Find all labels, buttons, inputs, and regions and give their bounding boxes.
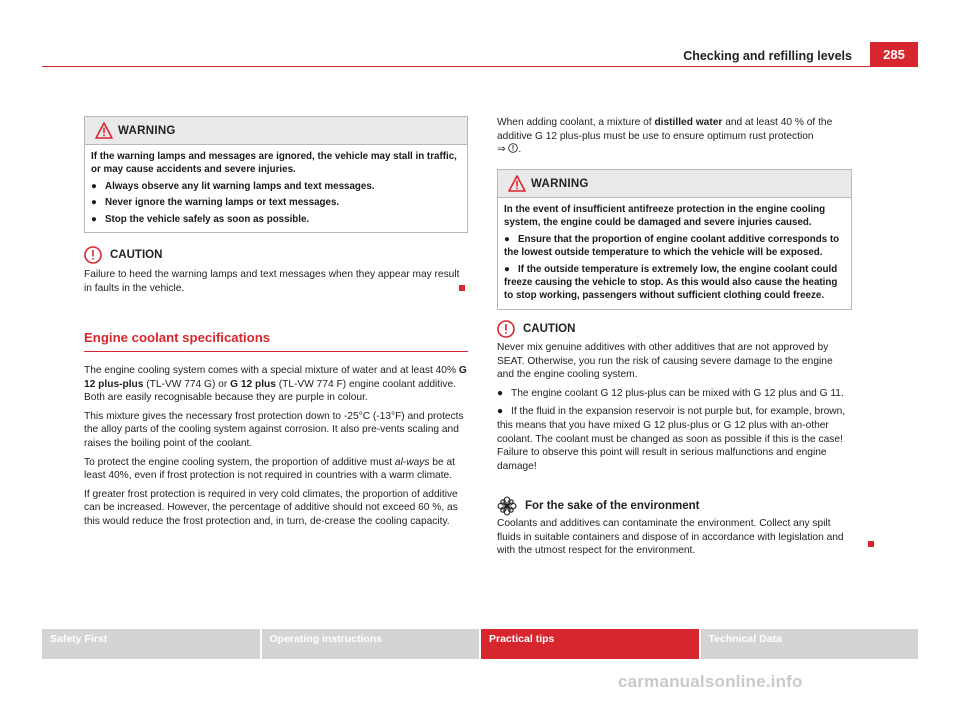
warning-bullet: ● Never ignore the warning lamps or text messages. — [91, 197, 340, 209]
bullet-icon: ● — [497, 406, 504, 418]
caution-text: Never mix genuine additives with other additives that are not approved by SEAT. Otherwise, you run the risk of causing severe damage to the engine and the engine cooling system. — [497, 342, 833, 381]
caution-left — [84, 245, 468, 300]
paragraph: If greater frost protection is required in very cold climates, the proportion of additive can be increased. However, the percentage of additive should not exceed 60 %, as this would reduce the frost protection and, in turn, de-crease the cooling capacity. — [84, 488, 458, 527]
caution-circle-icon — [84, 246, 102, 264]
bullet-icon: ● — [91, 180, 97, 192]
footer-nav — [42, 629, 918, 659]
end-marker — [868, 541, 874, 547]
warning-header — [85, 117, 467, 145]
warning-triangle-icon — [95, 122, 113, 139]
warning-bullet: ● Ensure that the proportion of engine coolant additive corresponds to the lowest outside temperature to which the vehicle will be exposed. — [504, 233, 840, 259]
paragraph: This mixture gives the necessary frost protection down to -25°C (-13°F) and protects the alloy parts of the cooling system against corrosion. It also pre-vents scaling and raises the boiling point of the coolant. — [84, 410, 464, 449]
warning-triangle-icon — [508, 175, 526, 192]
flower-environment-icon — [497, 496, 517, 516]
caution-right — [497, 319, 852, 478]
environment-header — [497, 496, 852, 516]
warning-intro: In the event of insufficient antifreeze protection in the engine cooling system, the engine could be damaged and severe injuries caused. — [504, 204, 826, 229]
tab-safety-first[interactable]: Safety First — [42, 629, 260, 659]
caution-text: Failure to heed the warning lamps and text messages when they appear may result in faults in the vehicle. — [84, 269, 460, 294]
caution-circle-icon — [497, 320, 515, 338]
environment-text: Coolants and additives can contaminate the environment. Collect any spilt fluids in suitable containers and dispose of in accordance with legislation and with the utmost respect for the environment. — [497, 518, 844, 557]
paragraph: The engine cooling system comes with a special mixture of water and at least 40% G 12 plus-plus (TL-VW 774 G) or G 12 plus (TL-VW 774 F) engine coolant additive. Both are easily recognisable because they are purple in colour. — [84, 365, 467, 404]
caution-header — [497, 319, 852, 339]
end-marker — [459, 285, 465, 291]
tab-operating-instructions[interactable]: Operating instructions — [262, 629, 480, 659]
left-body-text — [84, 364, 468, 534]
warning-body — [498, 198, 851, 309]
bullet-icon: ● — [497, 387, 504, 399]
warning-box-right — [497, 169, 852, 310]
warning-bullet: ● Always observe any lit warning lamps and text messages. — [91, 180, 375, 192]
header-title: Checking and refilling levels — [683, 49, 852, 63]
paragraph: To protect the engine cooling system, the proportion of additive must al-ways be at least 40%, even if frost protection is not required in countries with a warm climate. — [84, 456, 455, 482]
bullet-icon: ● — [504, 233, 510, 245]
watermark: carmanualsonline.info — [618, 672, 803, 691]
caution-bullet: ● The engine coolant G 12 plus-plus can be mixed with G 12 plus and G 11. — [497, 387, 844, 399]
warning-box-left — [84, 116, 468, 233]
header-rule — [42, 66, 918, 67]
bullet-icon: ● — [504, 263, 510, 275]
page-number: 285 — [870, 42, 918, 66]
bullet-icon: ● — [91, 197, 97, 209]
environment-title: For the sake of the environment — [525, 500, 700, 512]
caution-header — [84, 245, 468, 265]
right-intro — [497, 116, 852, 162]
environment-note — [497, 496, 852, 563]
warning-bullet: ● Stop the vehicle safely as soon as possible. — [91, 213, 310, 225]
tab-practical-tips[interactable]: Practical tips — [481, 629, 699, 659]
tab-technical-data[interactable]: Technical Data — [701, 629, 919, 659]
warning-body — [85, 145, 467, 232]
caution-bullet: ● If the fluid in the expansion reservoir is not purple but, for example, brown, this means that you have mixed G 12 plus-plus or G 12 plus with an-other coolant. The coolant must be changed as soon as possible if this is the case! Failure to observe this point will result in serious malfunctions and engine damage! — [497, 406, 846, 472]
caution-title: CAUTION — [110, 249, 163, 261]
bullet-icon: ● — [91, 213, 97, 225]
caution-title: CAUTION — [523, 323, 576, 335]
warning-bullet: ● If the outside temperature is extremely low, the engine coolant could freeze causing the vehicle to stop. As this would also cause the heating to stop working, passengers without sufficient clothing could freeze. — [504, 263, 838, 302]
section-title: Engine coolant specifications — [84, 330, 468, 352]
paragraph: When adding coolant, a mixture of distilled water and at least 40 % of the additive G 12 plus-plus must be use to ensure optimum rust protection ⇒ . — [497, 117, 833, 156]
caution-ref-icon[interactable] — [508, 143, 518, 153]
warning-title: WARNING — [118, 124, 176, 137]
warning-intro: If the warning lamps and messages are ignored, the vehicle may stall in traffic, or may cause accidents and severe injuries. — [91, 151, 457, 176]
warning-header — [498, 170, 851, 198]
warning-title: WARNING — [531, 177, 589, 190]
